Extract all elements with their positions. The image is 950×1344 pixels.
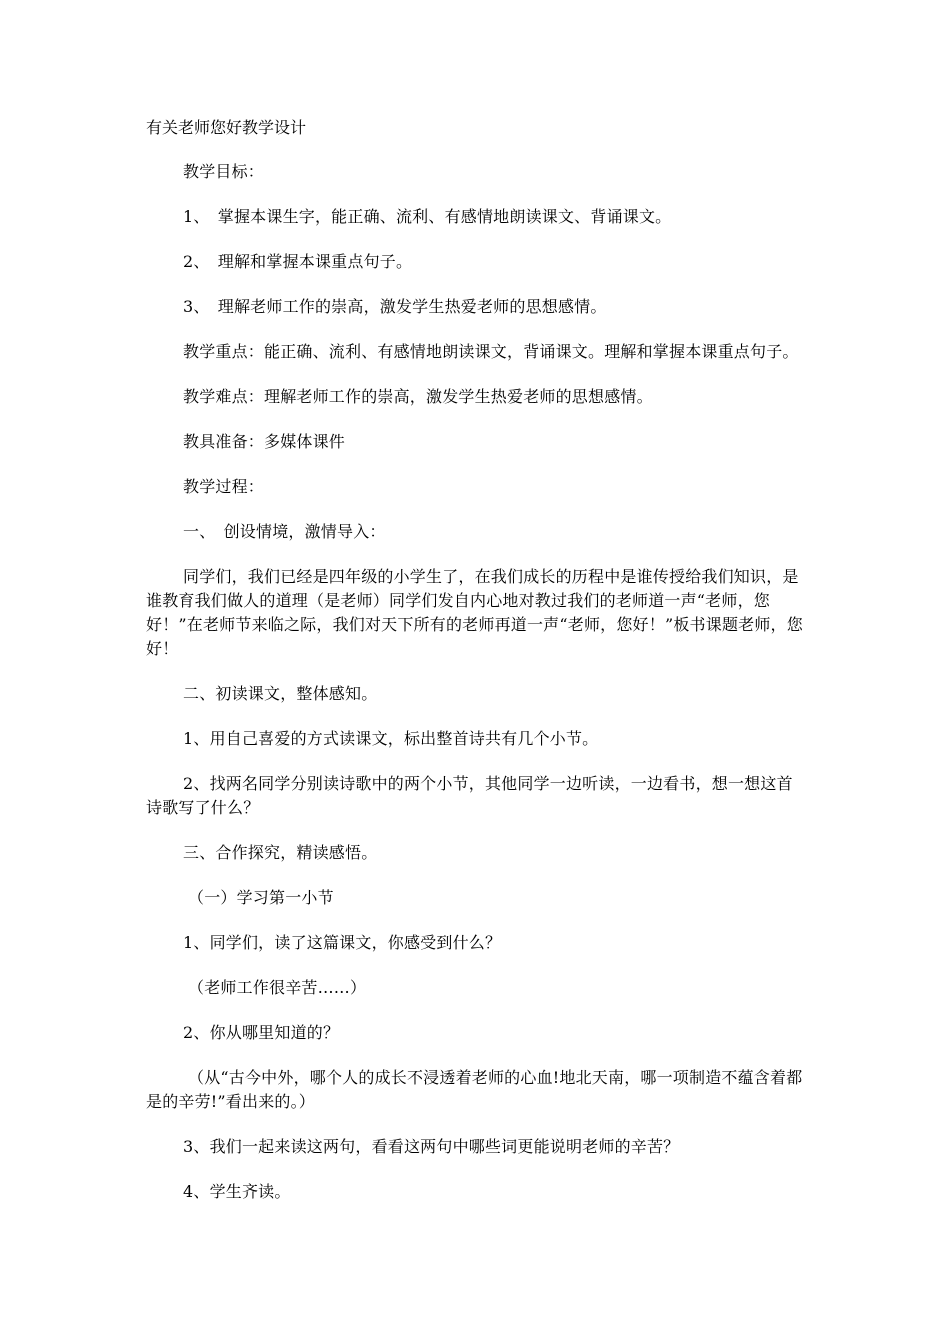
paragraph-key-points: 教学重点：能正确、流利、有感情地朗读课文，背诵课文。理解和掌握本课重点句子。: [183, 342, 799, 361]
paragraph-answer-2: （从“古今中外，哪个人的成长不浸透着老师的心血!地北天南，哪一项制造不蕴含着都是的辛劳!”看出来的。）: [146, 1068, 803, 1111]
paragraph-question-3: 3、我们一起来读这两句，看看这两句中哪些词更能说明老师的辛苦？: [183, 1137, 680, 1156]
paragraph-process-heading: 教学过程：: [183, 477, 265, 496]
paragraph-subsection-1-heading: （一）学习第一小节: [188, 888, 334, 907]
paragraph-question-2: 2、你从哪里知道的？: [183, 1023, 340, 1042]
paragraph-objective-3: 3、 理解老师工作的崇高，激发学生热爱老师的思想感情。: [183, 297, 607, 316]
paragraph-question-1: 1、同学们，读了这篇课文，你感受到什么？: [183, 933, 502, 952]
paragraph-objectives-heading: 教学目标：: [183, 162, 265, 181]
document-body: [146, 160, 806, 1225]
paragraph-introduction: 同学们，我们已经是四年级的小学生了，在我们成长的历程中是谁传授给我们知识，是谁教育我们做人的道理（是老师）同学们发自内心地对教过我们的老师道一声“老师，您好！”在老师节来临之际，我们对天下所有的老师再道一声“老师，您好！”板书课题老师，您好！: [146, 567, 803, 658]
paragraph-objective-1: 1、 掌握本课生字，能正确、流利、有感情地朗读课文、背诵课文。: [183, 207, 672, 226]
paragraph-difficulties: 教学难点：理解老师工作的崇高，激发学生热爱老师的思想感情。: [183, 387, 653, 406]
paragraph-reading-step-2: 2、找两名同学分别读诗歌中的两个小节，其他同学一边听读，一边看书，想一想这首诗歌写了什么？: [146, 774, 793, 817]
document-title: 有关老师您好教学设计: [146, 118, 307, 137]
paragraph-step-4: 4、学生齐读。: [183, 1182, 291, 1201]
paragraph-reading-step-1: 1、用自己喜爱的方式读课文，标出整首诗共有几个小节。: [183, 729, 599, 748]
paragraph-answer-1: （老师工作很辛苦……）: [188, 978, 367, 997]
paragraph-materials: 教具准备：多媒体课件: [183, 432, 346, 451]
paragraph-section-2-heading: 二、初读课文，整体感知。: [183, 684, 378, 703]
paragraph-objective-2: 2、 理解和掌握本课重点句子。: [183, 252, 413, 271]
paragraph-section-1-heading: 一、 创设情境，激情导入：: [183, 522, 386, 541]
paragraph-section-3-heading: 三、合作探究，精读感悟。: [183, 843, 378, 862]
